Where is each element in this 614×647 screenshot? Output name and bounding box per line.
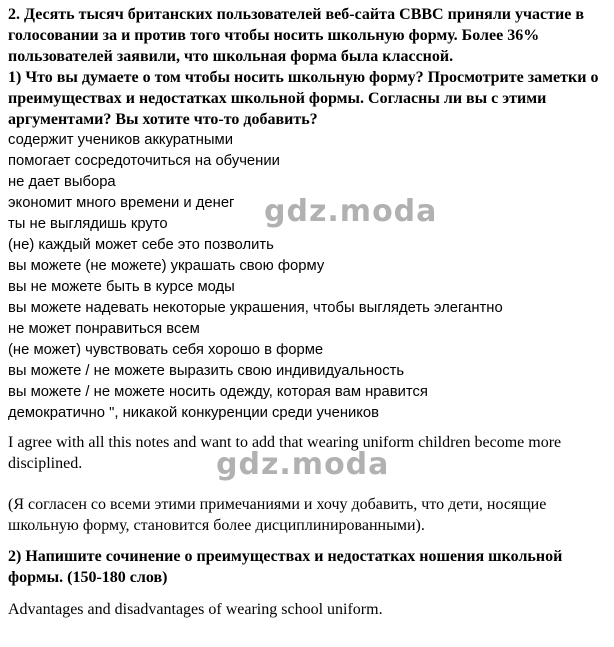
note-item: вы можете / не можете выразить свою индивидуальность [8,363,405,379]
essay-title: Advantages and disadvantages of wearing school uniform. [8,601,383,618]
note-item: помогает сосредоточиться на обучении [8,153,280,169]
note-item: ты не выглядишь круто [8,216,168,232]
note-item: экономит много времени и денег [8,195,235,211]
note-item: вы можете надевать некоторые украшения, чтобы выглядеть элегантно [8,300,503,316]
note-item: (не) каждый может себе это позволить [8,237,274,253]
question-2: 2) Напишите сочинение о преимуществах и недостатках ношения школьной формы. (150-180 слов) [8,548,563,586]
note-item: не дает выбора [8,174,116,190]
task-heading: 2. Десять тысяч британских пользователей веб-сайта CBBC приняли участие в голосовании за и против того чтобы носить школьную форму. Более 36% пользователей заявили, что школьная форма была классной. [8,6,584,65]
note-item: демократично ", никакой конкуренции среди учеников [8,405,380,421]
question-1: 1) Что вы думаете о том чтобы носить школьную форму? Просмотрите заметки о преимуществах и недостатках школьной формы. Согласны ли вы с этими аргументами? Вы хотите что-то добавить? [8,69,599,128]
note-item: содержит учеников аккуратными [8,132,233,148]
watermark-logo: gdz.moda [264,194,438,229]
note-item: вы можете / не можете носить одежду, которая вам нравится [8,384,428,400]
note-item: вы можете (не можете) украшать свою форму [8,258,325,274]
answer-russian: (Я согласен со всеми этими примечаниями и хочу добавить, что дети, носящие школьную форму, становится более дисциплинированными). [8,496,547,534]
notes-list [8,130,608,424]
note-item: (не может) чувствовать себя хорошо в форме [8,342,324,358]
note-item: не может понравиться всем [8,321,200,337]
document-page [8,4,608,620]
answer-english: I agree with all this notes and want to add that wearing uniform children become more disciplined. [8,434,562,472]
note-item: вы не можете быть в курсе моды [8,279,235,295]
watermark-logo: gdz.moda [216,447,390,482]
